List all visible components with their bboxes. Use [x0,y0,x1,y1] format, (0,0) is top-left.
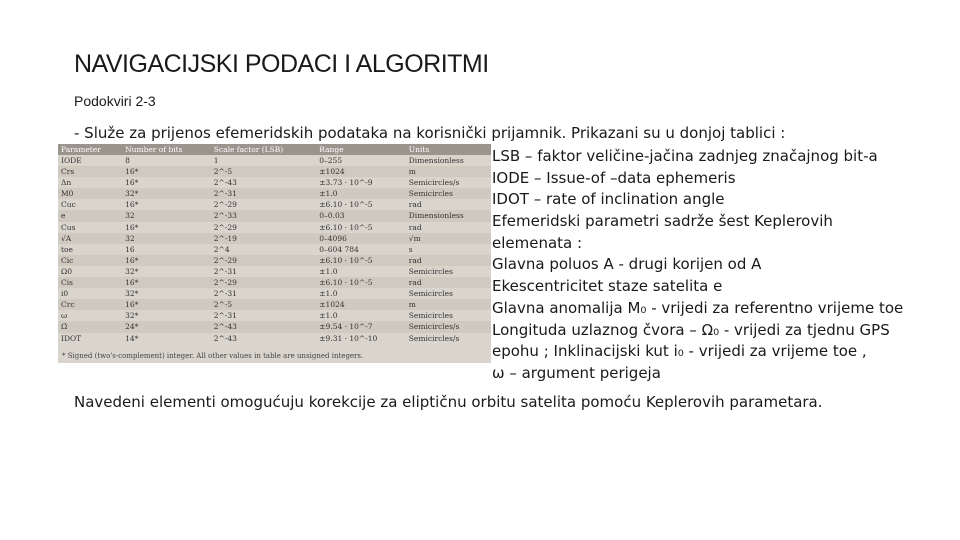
table-cell: Ω0 [61,266,72,276]
table-row [58,333,491,344]
table-cell: 2^-31 [213,289,237,299]
table-cell: 0–0.03 [316,210,406,221]
ephemeris-table [58,144,491,344]
table-cell: 2^-29 [211,255,317,266]
table-cell: rad [406,277,491,288]
column-header: Scale factor (LSB) [211,144,317,155]
table-cell: rad [408,222,422,232]
table-cell: 16* [122,299,211,310]
table-cell: 1 [213,156,219,165]
column-header: Parameter [58,144,122,155]
table-cell: Cuc [61,200,76,210]
slide-subtitle: Podokviri 2-3 [74,93,156,109]
table-cell: 16* [122,255,211,266]
table-body [58,155,491,344]
table-cell: IODE [61,156,82,165]
table-cell: 2^-5 [211,299,317,310]
table-cell: ω [61,311,68,321]
ephemeris-table-image [58,144,491,363]
table-cell: Semicircles/s [408,333,460,343]
table-cell: ±6.10 · 10^-5 [319,222,373,232]
table-cell: 32 [122,233,211,244]
table-cell: Cic [58,255,122,266]
table-cell: ±1.0 [316,188,406,199]
table-row [58,222,491,233]
table-row [58,244,491,255]
table-cell: 2^-19 [211,233,317,244]
table-cell: 2^-43 [213,178,237,188]
table-row [58,310,491,321]
table-cell: Cis [58,277,122,288]
table-header-row [58,144,491,155]
table-row [58,199,491,210]
parameter-descriptions [492,146,903,385]
table-row [58,255,491,266]
table-cell: 2^-29 [213,222,237,232]
table-cell: rad [406,255,491,266]
conclusion-text: Navedeni elementi omogućuju korekcije za eliptičnu orbitu satelita pomoću Keplerovih parametara. [74,393,823,411]
column-header: Units [406,144,491,155]
table-cell: 2^-29 [213,200,237,210]
table-cell: Dimensionless [408,156,464,165]
table-cell: 0–255 [319,156,343,165]
table-cell: s [408,244,413,254]
table-cell: 16* [125,200,139,210]
description-line: Ekescentricitet staze satelita e [492,277,723,296]
table-cell: Cus [61,222,76,232]
table-cell: 24* [122,321,211,332]
table-cell: 2^-29 [211,277,317,288]
table-cell: Semicircles [408,311,453,321]
table-cell: e [58,210,122,221]
table-cell: 32* [125,266,139,276]
description-line: ω – argument perigeja [492,363,661,382]
slide-title: NAVIGACIJSKI PODACI I ALGORITMI [74,50,489,78]
table-cell: ±1.0 [319,266,338,276]
table-cell: 16* [122,166,211,177]
table-cell: ±1.0 [319,289,338,299]
table-cell: 0–604 784 [319,244,359,254]
table-row [58,321,491,332]
table-row [58,210,491,221]
table-cell: Semicircles [406,188,491,199]
table-cell: √m [406,233,491,244]
description-line: Glavna poluos A - drugi korijen od A [492,255,762,274]
table-cell: 32 [122,210,211,221]
description-line: LSB – faktor veličine-jačina zadnjeg značajnog bit-a [492,147,878,165]
description-line: Glavna anomalija M₀ - vrijedi za referentno vrijeme toe [492,298,904,317]
table-cell: toe [61,244,73,254]
table-row [58,266,491,277]
table-cell: 8 [125,156,130,165]
table-cell: 2^-43 [213,333,237,343]
table-cell: ±9.31 · 10^-10 [319,333,378,343]
table-cell: 2^-33 [211,210,317,221]
table-cell: 16* [125,178,139,188]
table-cell: Dimensionless [406,210,491,221]
table-cell: ±1024 [316,166,406,177]
table-cell: Semicircles [408,289,453,299]
table-cell: IDOT [61,333,82,343]
table-row [58,233,491,244]
table-cell: √A [58,233,122,244]
table-cell: 0–4096 [316,233,406,244]
table-cell: ±6.10 · 10^-5 [319,200,373,210]
description-line: elemenata : [492,233,583,252]
table-cell: Semicircles/s [406,321,491,332]
table-cell: 2^-43 [211,321,317,332]
table-cell: 16* [122,277,211,288]
table-row [58,177,491,188]
table-cell: ±1.0 [319,311,338,321]
table-cell: i0 [61,289,69,299]
table-cell: ±9.54 · 10^-7 [316,321,406,332]
table-row [58,277,491,288]
table-row [58,288,491,299]
intro-text: - Služe za prijenos efemeridskih podataka na korisnički prijamnik. Prikazani su u donjoj tablici : [74,124,786,142]
table-cell: ±1024 [316,299,406,310]
table-cell: ±3.73 · 10^-9 [319,178,373,188]
table-cell: 14* [125,333,139,343]
description-line: Efemeridski parametri sadrže šest Keplerovih [492,212,833,231]
table-cell: 32* [125,289,139,299]
table-cell: ±6.10 · 10^-5 [316,255,406,266]
description-line: epohu ; Inklinacijski kut i₀ - vrijedi za vrijeme toe , [492,342,867,361]
description-line: IODE – Issue-of –data ephemeris [492,168,736,187]
table-cell: m [406,299,491,310]
table-row [58,299,491,310]
table-row [58,155,491,166]
table-row [58,166,491,177]
description-line: IDOT – rate of inclination angle [492,190,725,209]
table-cell: 2^4 [213,244,230,254]
table-cell: 2^-5 [211,166,317,177]
table-cell: Crc [58,299,122,310]
table-cell: 32* [125,311,139,321]
table-footnote: * Signed (two's-complement) integer. All other values in table are unsigned integers. [62,352,364,360]
column-header: Range [316,144,406,155]
table-cell: ±6.10 · 10^-5 [316,277,406,288]
table-cell: m [406,166,491,177]
table-cell: 32* [122,188,211,199]
description-line: Longituda uzlaznog čvora – Ω₀ - vrijedi za tjednu GPS [492,320,890,339]
table-cell: 2^-31 [211,188,317,199]
table-cell: Δn [61,178,72,188]
table-cell: Ω̇ [58,321,122,332]
table-cell: 2^-31 [213,266,237,276]
table-cell: Crs [58,166,122,177]
table-cell: rad [408,200,422,210]
table-cell: M0 [58,188,122,199]
column-header: Number of bits [122,144,211,155]
table-cell: 2^-31 [213,311,237,321]
table-cell: Semicircles/s [408,178,460,188]
table-cell: 16* [125,222,139,232]
table-row [58,188,491,199]
table-cell: 16 [125,244,135,254]
table-cell: Semicircles [408,266,453,276]
